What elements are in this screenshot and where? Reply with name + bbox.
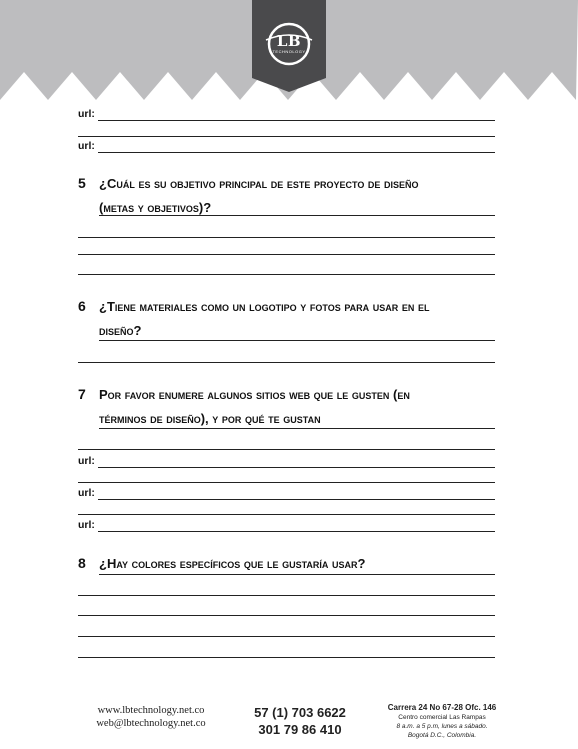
footer-street: Carrera 24 No 67-28 Ofc. 146 [387,703,497,712]
answer-line[interactable] [78,657,495,658]
question-5-number: 5 [78,175,86,191]
footer-email-link[interactable]: web@lbtechnology.net.co [96,718,206,729]
question-8-number: 8 [78,555,86,571]
question-5-text [99,172,494,220]
url-answer-line[interactable] [98,499,495,500]
question-6-line1: ¿Tiene materiales como un logotipo y fotos para usar en el [99,299,430,314]
answer-line[interactable] [99,428,495,429]
question-5-line1: ¿Cuál es su objetivo principal de este proyecto de diseño [99,176,419,191]
answer-line[interactable] [78,237,495,238]
url-answer-line[interactable] [98,152,495,153]
answer-line[interactable] [78,615,495,616]
footer-contact-web [86,704,216,730]
footer-website-link[interactable]: www.lbtechnology.net.co [97,705,205,716]
url-answer-line[interactable] [98,531,495,532]
answer-line[interactable] [78,482,495,483]
answer-line[interactable] [78,274,495,275]
question-8-text [99,552,494,576]
question-8-line1: ¿Hay colores específicos que le gustaría usar? [99,556,366,571]
answer-line[interactable] [99,215,495,216]
answer-line[interactable] [99,574,495,575]
footer-city: Bogotá D.C., Colombia. [407,732,477,739]
footer-hours: 8 a.m. a 5 p.m, lunes a sábado. [396,723,488,730]
url-label: url: [78,455,95,467]
url-answer-line[interactable] [98,467,495,468]
answer-line[interactable] [78,254,495,255]
url-label: url: [78,519,95,531]
answer-line[interactable] [78,595,495,596]
question-7-number: 7 [78,386,86,402]
footer-address [372,702,512,740]
question-6-line2: diseño? [99,323,142,338]
url-label: url: [78,487,95,499]
question-7-line2: términos de diseño), y por qué te gustan [99,411,321,426]
answer-line[interactable] [78,362,495,363]
logo-initials: LB [276,32,302,50]
answer-line[interactable] [78,514,495,515]
footer-phone-2: 301 79 86 410 [258,722,342,737]
url-answer-line[interactable] [98,120,495,121]
question-6-number: 6 [78,298,86,314]
answer-line[interactable] [78,636,495,637]
url-label: url: [78,108,95,120]
answer-line[interactable] [99,340,495,341]
question-7-text [99,383,494,431]
question-7-line1: Por favor enumere algunos sitios web que le gusten (en [99,387,410,402]
footer-phones [245,704,355,738]
question-5-line2: (metas y objetivos)? [99,200,212,215]
answer-line[interactable] [78,449,495,450]
answer-line[interactable] [78,136,495,137]
footer-mall: Centro comercial Las Rampas [398,714,486,721]
question-6-text [99,295,494,343]
logo-subtitle: TECHNOLOGY [272,49,306,54]
url-label: url: [78,140,95,152]
footer-phone-1: 57 (1) 703 6622 [254,705,346,720]
